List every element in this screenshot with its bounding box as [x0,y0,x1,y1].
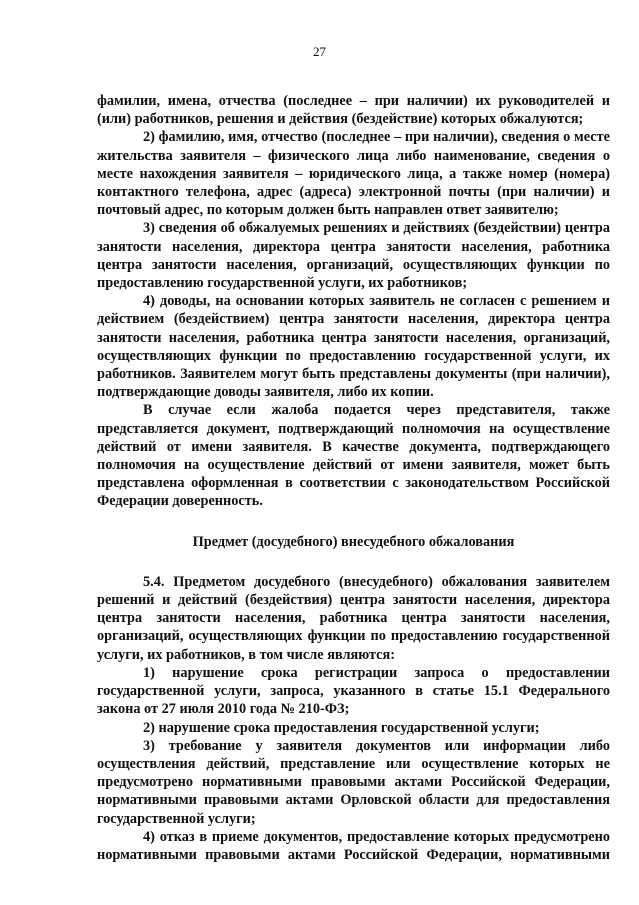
list-item-3: 3) требование у заявителя документов или информации либо осуществления действий, представление или осуществление которых не предусмотрено нормативными правовыми актами Российской Федерации, нормативными правовыми актами Орловской области для предоставления государственной услуги; [97,737,610,827]
list-item-4: 4) отказ в приеме документов, предоставление которых предусмотрено нормативными правовыми актами Российской Федерации, нормативными [97,828,610,863]
paragraph-representative: В случае если жалоба подается через представителя, также представляется документ, подтверждающий полномочия на осуществление действий от имени заявителя. В качестве документа, подтверждающего полномочия на осуществление действий от имени заявителя, может быть представлена оформленная в соответствии с законодательством Российской Федерации доверенность. [97,402,610,510]
paragraph-continuation: фамилии, имена, отчества (последнее – при наличии) их руководителей и (или) работников, решения и действия (бездействие) которых обжалуются; [97,93,610,128]
paragraph-item-3: 3) сведения об обжалуемых решениях и действиях (бездействии) центра занятости населения, директора центра занятости населения, работника центра занятости населения, организаций, осуществляющих функции по предоставлению государственной услуги, их работников; [97,220,610,292]
paragraph-item-2: 2) фамилию, имя, отчество (последнее – при наличии), сведения о месте жительства заявителя – физического лица либо наименование, сведения о месте нахождения заявителя – юридического лица, а также номер (номера) контактного телефона, адрес (адреса) электронной почты (при наличии) и почтовый адрес, по которым должен быть направлен ответ заявителю; [97,129,610,219]
page-number: 27 [313,44,326,59]
document-body [97,92,610,864]
paragraph-5-4: 5.4. Предметом досудебного (внесудебного) обжалования заявителем решений и действий (бездействия) центра занятости населения, директора центра занятости населения, работника центра занятости населения, организаций, осуществляющих функции по предоставлению государственной услуги, их работников, в том числе являются: [97,573,610,663]
section-heading: Предмет (досудебного) внесудебного обжалования [192,533,515,550]
list-item-2: 2) нарушение срока предоставления государственной услуги; [143,719,540,736]
list-item-1: 1) нарушение срока регистрации запроса о предоставлении государственной услуги, запроса, указанного в статье 15.1 Федерального закона от 27 июля 2010 года № 210-ФЗ; [97,664,610,718]
paragraph-item-4: 4) доводы, на основании которых заявитель не согласен с решением и действием (бездействием) центра занятости населения, директора центра занятости населения, работника центра занятости населения, организаций, осуществляющих функции по предоставлению государственной услуги, их работников. Заявителем могут быть представлены документы (при наличии), подтверждающие доводы заявителя, либо их копии. [97,293,610,401]
